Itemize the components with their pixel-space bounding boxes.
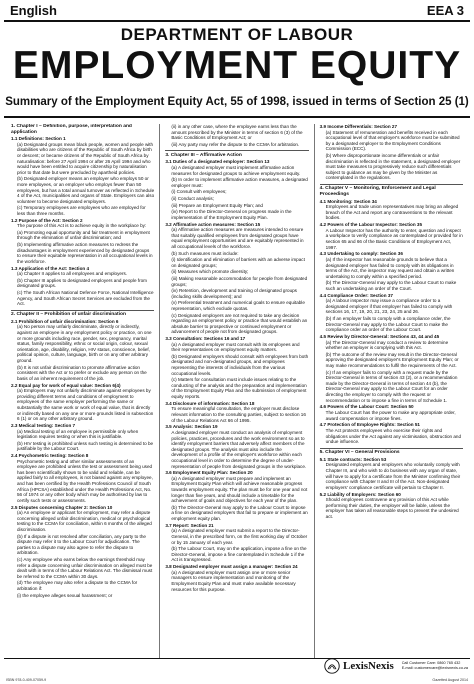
lexisnexis-logo-icon <box>324 658 340 674</box>
page-subtitle: Summary of the Employment Equity Act, 55 of 1998, issued in terms of Section 25 (1) <box>5 96 469 108</box>
clause-text: (b) Where disproportionate income differentials or unfair discrimination is reflected in the statement, a designated employer must take measures to progressively reduce such differentials subject to guidance as may be given by the Minister as contemplated in the regulations. <box>325 152 461 181</box>
clause-text: (a) A designated employer must submit a report to the Director-General, in the prescribed form, on the first working day of October or by 15 January of each year. <box>171 528 308 545</box>
clause-heading: 3.6 Employment Equity Plan: Section 20 <box>165 470 253 476</box>
section-heading: 2. Chapter II – Prohibition of unfair discrimination <box>11 310 154 318</box>
clause-heading: 5.1 State contracts: Section 53 <box>319 456 387 462</box>
subtitle-rule <box>4 116 470 118</box>
section <box>11 310 154 598</box>
clause <box>320 222 463 250</box>
clause-text: To ensure meaningful consultation, the employer must disclose relevant information to the consulting parties, subject to section 16 of the Labour Relations Act 66 of 1995. <box>171 406 306 423</box>
clause-text: (iii) Prepare an Employment Equity Plan; and <box>171 202 263 208</box>
clause-text: (a) A designated employer must assign one or more senior managers to ensure implementation and monitoring of the Employment Equity Plan and must make available necessary resources for this purpose. <box>171 569 296 592</box>
clause-text: (a) Designated groups mean black people, women and people with disabilities who are citizens of the Republic of South Africa by birth or descent; or became citizens of the Republic of South Africa by naturalisation: before 27 April 1994 or after 26 April 1994 and who would have been entitled to acquire citizenship by naturalisation prior to that date but were precluded by apartheid policies. <box>17 141 154 175</box>
header-rule <box>4 20 470 22</box>
clause-text: (b) The outcome of the review may result in the Director-General approving the designated employer's Employment Equity Plan; or may make recommendations to fulfil the requirements of the Act. <box>325 351 459 368</box>
clause-text: (c) Any employee who earns below the earnings threshold may refer a dispute concerning unfair discrimination on alleged must be dealt with in terms of the Labour Relations Act. The dismissal must be referred to the CCMA within 30 days. <box>17 556 153 579</box>
clause-text: (b) HIV testing is prohibited unless such testing is determined to be justifiable by the Labour Court. <box>17 440 154 452</box>
column-1 <box>6 124 159 659</box>
clause-text: (i) Identification and elimination of barriers with an adverse impact on designated groups; <box>171 257 305 268</box>
clause <box>320 492 463 520</box>
clause-text: (i) Consult with employees; <box>171 189 227 195</box>
clause-heading: 4.1 Monitoring: Section 34 <box>319 198 377 204</box>
clause-text: (iii) Making reasonable accommodation for people from designated groups; <box>171 275 308 287</box>
clause <box>165 424 308 469</box>
clause-text: (b) Designated employers should consult with employees from both designated and non-designated groups, and employees representing the interests of individuals from the various occupational levels. <box>171 353 309 376</box>
clause-heading: 4.4 Compliance Order: Section 37 <box>319 292 393 298</box>
clause-text: (a) An employee or applicant for employment, may refer a dispute concerning alleged unfair discrimination, medical or psychological testing to the CCMA for conciliation, within 6 months of the alleged discrimination. <box>17 510 152 532</box>
clause <box>11 266 154 307</box>
contact-info <box>402 661 468 670</box>
clause-text: (a) Affirmative action measures are measures intended to ensure that suitably qualified employees from designated groups have equal employment opportunities and are equitably represented in all occupational levels of the workforce. <box>171 227 304 249</box>
clause-text: (c) Matters for consultation must include issues relating to the conducting of the analysis and the preparation and implementation of the Employment Equity Plan and the submission of employment equity reports. <box>171 377 307 399</box>
clause <box>11 453 154 503</box>
clause <box>320 251 463 291</box>
clause-text: Psychometric testing and other similar assessments of an employee are prohibited unless the test or assessment being used has been scientifically shown to be valid and reliable, can be applied fairly to all employees, is not biased against any employee, and has been certified by the Health Professions Council of South Africa (HPCSA) established under the Health Professions Act, No. 56 of 1974 or any other body which may be authorised by law to certify such tests or assessments. <box>17 458 153 503</box>
clause-text: (c) Temporary employees are employees who are employed for less than three months. <box>17 205 146 216</box>
clause <box>165 523 308 563</box>
clause <box>11 136 154 216</box>
contact-email: E-mail: customercare@lexisnexis.co.za <box>401 665 468 670</box>
clause-heading: 3.3 Consultation: Sections 16 and 17 <box>165 336 246 342</box>
clause-text: (a) Statement of remuneration and benefits received in each occupational level of that employer's workforce must be submitted by a designated employer to the Employment Conditions Commission (ECC). <box>325 129 460 152</box>
clause <box>165 222 308 335</box>
clause-text: (a) Promoting equal opportunity and fair treatment in employment through the elimination of unfair discrimination; and <box>17 229 150 241</box>
clause-heading: 3.7 Report: Section 21 <box>165 522 214 528</box>
clause <box>11 383 154 422</box>
clause <box>320 404 463 421</box>
gazette-note: Gazetted August 2014 <box>432 678 468 682</box>
clause <box>165 470 308 521</box>
clause-text: The purpose of this Act is to achieve equity in the workplace by: <box>17 223 147 229</box>
clause-text: (c) Designated employers are not required to take any decision regarding an employment policy or practice that would establish an absolute barrier to prospective or continued employment or advancement of people not from designated groups. <box>171 312 308 335</box>
clause-heading: 1.3 Application of the Act: Section 4 <box>11 265 90 271</box>
clause-text: Designated employers and employers who voluntarily comply with Chapter III, and who wish to do business with any organ of state, will have to apply for a certificate from the Minister confirming their compliance with Chapter II and III of the Act. Non-designated employers' compliance certificate will pertain to Chapter II. <box>325 462 461 490</box>
clause-text: (i) the employee alleges sexual harassment; or <box>17 592 113 598</box>
column-3 <box>314 124 468 659</box>
clause-heading: 2.4 Psychometric testing: Section 8 <box>11 453 89 459</box>
clause-heading: 3.2 Affirmative action measures: Section 15 <box>165 221 261 227</box>
clause-heading: 2.1 Prohibition of unfair discrimination: Section 6 <box>11 318 119 324</box>
clause-text: (d) The employee may also refer a dispute to the CCMA for arbitration if: <box>17 580 138 591</box>
section-heading: 3. Chapter III – Affirmative Action <box>165 150 308 158</box>
clause <box>165 124 308 147</box>
section-heading: 1. Chapter I – Definition, purpose, interpretation and application <box>11 124 132 135</box>
clause-text: (b) Chapter III applies to designated employers and people from designated groups. <box>17 277 147 289</box>
clause-text: (a) Medical testing of an employee is permissible only when legislation requires testing or when this is justifiable. <box>17 428 139 440</box>
clause-text: (b) In order to implement affirmative action measures, a designated employer must: <box>171 177 308 188</box>
language-label: English <box>10 3 57 18</box>
clause-text: (c) The South African National Defence Force, National Intelligence Agency, and South African Secret Services are excluded from the Act. <box>17 290 154 307</box>
clause-text: The Labour Court has the power to make any appropriate order, award compensation or impose fines. <box>325 409 456 421</box>
clause-text: A designated employer must conduct an analysis of employment policies, practices, procedures and the work environment so as to identify employment barriers that adversely affect members of the designated groups. The analysis must also include the development of a profile of the employer's workforce within each occupational level in order to determine the degree of under-representation of people from designated groups in the workplace. <box>171 429 307 469</box>
clause <box>320 199 463 221</box>
clause-heading: 3.9 Income Differentials: Section 27 <box>319 124 398 129</box>
clause-heading: 4.2 Powers of the Labour Inspector: Section 35 <box>319 222 423 228</box>
clause-text: (b) The Labour Court, may on the application, impose a fine on the Director-General, impose a fine contemplated in Schedule 1 if the Act is transgressed. <box>171 546 307 563</box>
section <box>11 124 154 307</box>
section-heading: 5. Chapter VI – General Provisions <box>320 448 463 456</box>
clause-text: (a) The Director-General may conduct a review to determine whether an employer is complying with this Act. <box>325 339 449 351</box>
content-columns <box>6 124 468 659</box>
department-heading: DEPARTMENT OF LABOUR <box>120 25 354 44</box>
clause-text: (a) Chapter II applies to all employees and employers. <box>17 271 128 277</box>
clause-text: (a) A designated employer must prepare and implement an Employment Equity Plan which will achieve reasonable progress towards employment equity. The plan must be for one year and not longer than five years, and should include a timetable for the achievement of goals and objectives for each year of the plan. <box>171 475 308 504</box>
section <box>320 184 463 445</box>
clause-text: (iii) Any party may refer the dispute to the CCMA for arbitration. <box>171 141 300 147</box>
clause-text: (ii) Measures which promote diversity; <box>171 269 249 275</box>
section <box>320 124 463 181</box>
clause-text: (b) It is not unfair discrimination to promote affirmative action consistent with the Act or to prefer or exclude any person on the basis of an inherent requirement of the job. <box>17 364 147 381</box>
clause-heading: 3.4 Disclosure of information: Section 18 <box>165 400 255 406</box>
clause-text: (b) The Director-General may apply to the Labour Court to impose a fine on designated employers that fail to prepare or implement an employment equity plan. <box>171 504 308 522</box>
clause <box>320 457 463 491</box>
clause <box>320 124 463 181</box>
contact-phone: Call Customer Care: 0860 765 432 <box>401 661 461 665</box>
clause-text: (b) Such measures must include: <box>171 250 239 256</box>
clause-heading: 4.3 Undertaking to comply: Section 36 <box>319 251 403 257</box>
clause-text: (b) The Director-General may apply to the Labour Court to make such an undertaking an order of the Court. <box>325 280 457 291</box>
clause-text: (ii) in any other case, where the employee earns less than the amount prescribed by the Minister in terms of section 6 (3) of the Basic Conditions of Employment Act; or <box>171 124 303 141</box>
clause <box>11 319 154 382</box>
clause-heading: 3.5 Analysis: Section 19 <box>165 424 218 430</box>
clause-text: (v) Preferential treatment and numerical goals to ensure equitable representation, which exclude quotas. <box>171 300 305 311</box>
clause-text: (b) If a dispute is not resolved after conciliation, any party to the dispute may refer it to the Labour Court for adjudication. The parties to a dispute may also agree to refer the dispute to arbitration. <box>17 533 146 556</box>
page-title: EMPLOYMENT EQUITY <box>12 44 462 87</box>
clause <box>320 334 463 403</box>
clause-text: The Act protects employees who exercise their rights and obligations under the Act against any victimisation, obstruction and undue influence. <box>325 427 461 445</box>
clause <box>165 159 308 220</box>
clause-text: (a) A designated employer must consult with its employees and their representatives on employment equity matters. <box>171 341 300 353</box>
clause-heading: 2.3 Medical testing: Section 7 <box>11 422 76 428</box>
clause <box>165 401 308 423</box>
clause-text: (b) Implementing affirmative action measures to redress the disadvantages in employment experienced by designated groups to ensure their equitable representation in all occupational levels in the workforce. <box>17 242 153 264</box>
clause-text: (iv) Report to the Director-General on progress made in the implementation of the Employment Equity Plan. <box>171 209 292 220</box>
clause-text: A Labour Inspector has the authority to enter, question and inspect a workplace to verify compliance as contemplated or provided for in section 65 and 66 of the Basic Conditions of Employment Act, 1997. <box>325 227 463 250</box>
clause-text: (a) If the inspector has reasonable grounds to believe that a designated employer has failed to comply with its obligations in terms of the Act, the inspector may request and obtain a written undertaking to comply within a specified period. <box>325 256 455 279</box>
clause-text: Should employees contravene any provision of this Act while performing their duties, the employer will be liable, unless the employer has taken all reasonable steps to prevent the undesired act. <box>325 497 459 519</box>
clause-heading: 2.5 Disputes concerning Chapter 2: Section 10 <box>11 504 113 510</box>
clause <box>11 505 154 599</box>
section <box>165 150 308 592</box>
clause-heading: 3.1 Duties of a designated employer: Section 13 <box>165 159 270 165</box>
clause-heading: 1.1 Definitions: Section 1 <box>11 136 66 142</box>
clause-text: (ii) Conduct analysis; <box>171 196 214 202</box>
clause <box>320 422 463 444</box>
clause-text: (iv) Retention, development and training of designated groups (including skills development); and <box>171 288 297 299</box>
header-bar <box>6 0 468 18</box>
clause-heading: 5.2 Liability of Employers: Section 60 <box>319 491 401 497</box>
clause-text: (a) A designated employer must implement affirmative action measures for designated groups to achieve employment equity. <box>171 165 301 176</box>
clause <box>11 218 154 265</box>
footer <box>6 658 468 682</box>
clause-heading: 1.2 Purpose of the Act: Section 2 <box>11 217 83 223</box>
clause-text: (c) If an employer fails to comply with a request made by the Director-General in terms of section 43 (2), or a recommendation made by the Director-General in terms of section 44 (b), the Director-General may apply to the Labour Court for an order directing the employer to comply with the request or recommendation or to impose a fine in terms of Schedule 1. <box>325 369 458 403</box>
section-heading: 4. Chapter V – Monitoring, Enforcement and Legal Proceedings <box>320 184 463 198</box>
clause <box>11 423 154 452</box>
clause-text: (b) Designated employer means an employer who employs 50 or more employees, or an employer who employs fewer than 50 employees, but has a total annual turnover as reflected in Schedule 4 of the Act, municipalities and organs of State. Employers can also volunteer to become designated employers. <box>17 176 155 204</box>
section <box>165 124 308 147</box>
clause-text: (a) A labour inspector may issue a compliance order to a designated employer if that employer has failed to comply with sections 16, 17, 19, 20, 21, 23, 24, 25 and 26. <box>325 298 453 315</box>
column-2 <box>159 124 313 659</box>
clause <box>165 564 308 592</box>
clause-text: (a) No person may unfairly discriminate, directly or indirectly, against an employee in any employment policy or practice, on one or more grounds including race, gender, sex, pregnancy, marital status, family responsibility, ethnic or social origin, colour, sexual orientation, age, disability, religion, HIV status, conscience, belief, political opinion, culture, language, birth or on any other arbitrary ground. <box>17 324 152 364</box>
section <box>320 448 463 520</box>
clause-text: (a) Employers may not unfairly discriminate against employees by providing different terms and conditions of employment to employees of the same employer performing the same or substantially the same work or work of equal value, that is directly or indirectly based on any one or more grounds listed in subsection 6 (1) or on any other arbitrary ground. <box>17 388 154 422</box>
print-code: ISBN 978-0-409-07059-9 <box>6 678 47 682</box>
clause <box>165 336 308 400</box>
clause-heading: 3.8 Designated employer must assign a manager: Section 24 <box>165 564 298 570</box>
clause-heading: 4.5 Review by Director-General: Sections 43, 44 and 45 <box>319 334 440 340</box>
publisher-name: LexisNexis <box>343 660 394 672</box>
clause <box>320 293 463 333</box>
clause-heading: 4.6 Powers of the Labour Court: Section 50 <box>319 404 414 410</box>
clause-heading: 4.7 Protection of Employee Rights: Section 51 <box>319 422 420 428</box>
clause-text: Employees and trade union representatives may bring an alleged breach of the Act and report any contraventions to the relevant bodies. <box>325 204 459 221</box>
form-code: EEA 3 <box>426 3 464 18</box>
clause-text: (b) If an employer fails to comply with a compliance order, the Director-General may apply to the Labour Court to make the compliance order an order of the Labour Court. <box>325 316 451 333</box>
clause-heading: 2.2 Equal pay for work of equal value: Section 6(4) <box>11 382 121 388</box>
publisher-logo <box>324 658 394 674</box>
